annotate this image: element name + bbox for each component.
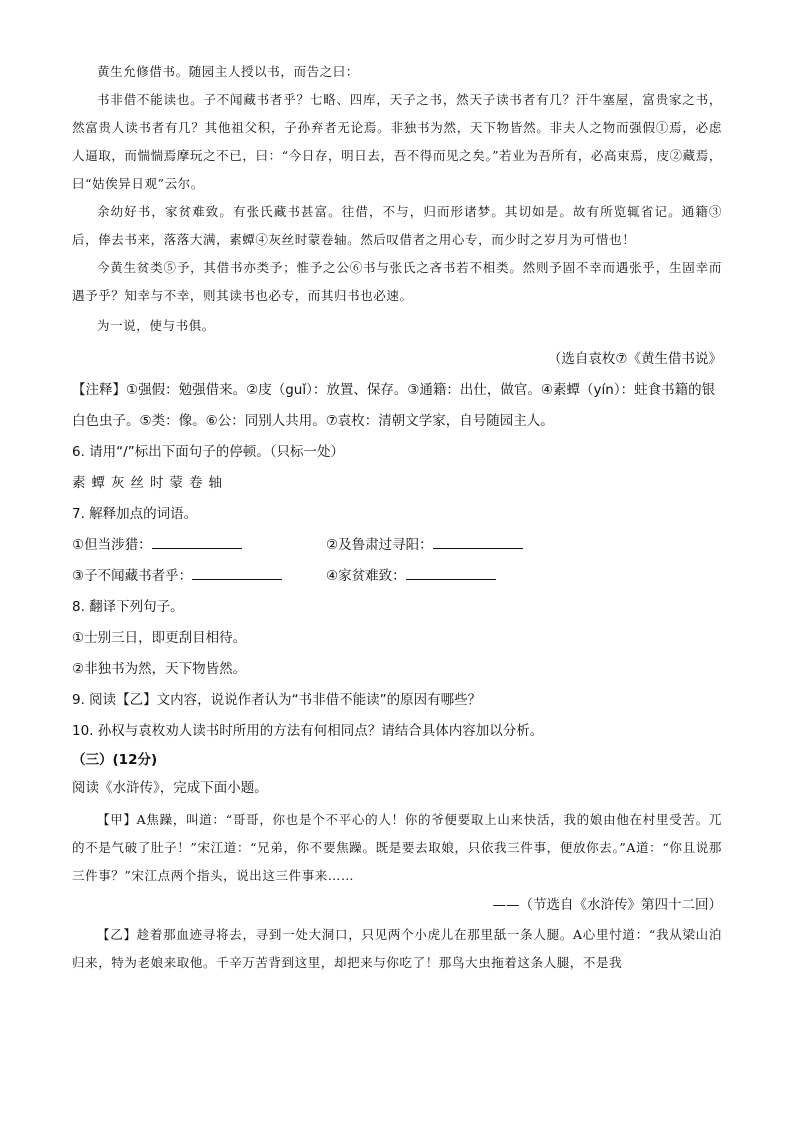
document-page — [72, 58, 722, 977]
questions-section — [72, 437, 722, 747]
passage-jia: 【甲】A焦躁，叫道：“哥哥，你也是个不平心的人！你的爷便要取上山来快活，我的娘由他在村里受苦。兀的不是气破了肚子！”宋江道：“兄弟，你不要焦躁。既是要去取娘，只依我三件事，便放你去。”A道：“你且说那三件事？”宋江点两个指头，说出这三件事来…… — [72, 812, 722, 883]
question-7-item: ②及鲁肃过寻阳： — [326, 537, 433, 553]
answer-blank[interactable] — [152, 536, 242, 549]
question-7: 7. 解释加点的词语。 — [72, 506, 198, 522]
passage-paragraph: 今黄生贫类⑤予，其借书亦类予；惟予之公⑥书与张氏之吝书若不相类。然则予固不幸而遇张乎，生固幸而遇予乎？知幸与不幸，则其读书也必专，而其归书也必速。 — [72, 260, 722, 303]
question-7-item: ④家贫难致： — [326, 568, 406, 584]
answer-blank[interactable] — [192, 567, 282, 580]
section-intro: 阅读《水浒传》，完成下面小题。 — [72, 780, 268, 796]
passage-paragraph: 余幼好书，家贫难致。有张氏藏书甚富。往借，不与，归而形诸梦。其切如是。故有所览辄省记。通籍③后，俸去书来，落落大满，素蟫④灰丝时蒙卷轴。然后叹借者之用心专，而少时之岁月为可惜也！ — [72, 204, 722, 247]
passage-paragraph: 书非借不能读也。子不闻藏书者乎？七略、四库，天子之书，然天子读书者有几？汗牛塞屋，富贵家之书，然富贵人读书者有几？其他祖父积，子孙弃者无论焉。非独书为然，天下物皆然。非夫人之物而强假①焉，必虑人逼取，而惴惴焉摩玩之不已，曰：“今日存，明日去，吾不得而见之矣。”若业为吾所有，必高束焉，庋②藏焉，曰“姑俟异日观”云尔。 — [72, 92, 722, 191]
question-8: 8. 翻译下列句子。 — [72, 599, 184, 615]
question-8-item: ②非独书为然，天下物皆然。 — [72, 661, 247, 677]
question-6-sentence: 素蟫灰丝时蒙卷轴 — [72, 475, 228, 491]
passage-source: （选自袁枚⑦《黄生借书说》 — [547, 351, 722, 367]
question-8-item: ①士别三日，即更刮目相待。 — [72, 630, 247, 646]
reading-passage-b — [72, 58, 722, 375]
question-7-row — [72, 561, 722, 592]
answer-blank[interactable] — [433, 536, 523, 549]
question-9: 9. 阅读【乙】文内容，说说作者认为“书非借不能读”的原因有哪些？ — [72, 692, 482, 708]
question-10: 10. 孙权与袁枚劝人读书时所用的方法有何相同点？请结合具体内容加以分析。 — [72, 723, 544, 739]
question-6: 6. 请用“/”标出下面句子的停顿。（只标一处） — [72, 444, 344, 460]
answer-blank[interactable] — [406, 567, 496, 580]
passage-jia-source: ——（节选自《水浒传》第四十二回） — [492, 897, 722, 913]
passage-yi: 【乙】趁着那血迹寻将去，寻到一处大洞口，只见两个小虎儿在那里舐一条人腿。A心里忖道：“我从梁山泊归来，特为老娘来取他。千辛万苦背到这里，却把来与你吃了！那鸟大虫拖着这条人腿，不是我 — [72, 927, 722, 970]
section-heading: （三）(12分) — [72, 752, 158, 768]
question-7-item: ③子不闻藏书者乎： — [72, 568, 193, 584]
question-7-row — [72, 530, 722, 561]
annotation-notes: 【注释】①强假：勉强借来。②庋（guǐ）：放置、保存。③通籍：出仕，做官。④素蟫（yín）：蛀食书籍的银白色虫子。⑤类：像。⑥公：同别人共用。⑦袁枚：清朝文学家，自号随园主人。 — [72, 382, 716, 429]
section-three — [72, 747, 722, 977]
question-7-item: ①但当涉猎： — [72, 537, 152, 553]
passage-paragraph: 为一说，使与书俱。 — [97, 318, 215, 333]
passage-paragraph: 黄生允修借书。随园主人授以书，而告之曰： — [97, 64, 360, 79]
